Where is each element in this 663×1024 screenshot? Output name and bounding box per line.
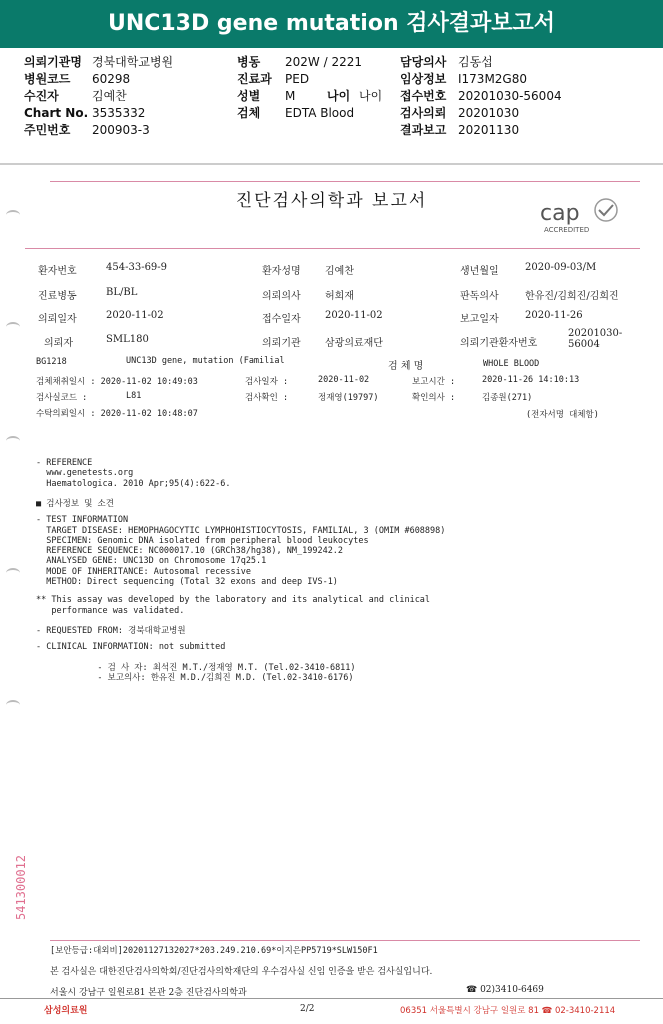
birth-date: 2020-09-03/M bbox=[525, 262, 597, 273]
header-value: EDTA Blood bbox=[285, 106, 355, 120]
label-patient-name: 환자성명 bbox=[262, 266, 301, 277]
report-title-bar: UNC13D gene mutation 검사결과보고서 bbox=[0, 0, 663, 48]
body-line: TARGET DISEASE: HEMOPHAGOCYTIC LYMPHOHISTIOCYTOSIS, FAMILIAL, 3 (OMIM #608898) bbox=[36, 525, 446, 536]
header-value: M bbox=[285, 89, 296, 103]
label-birth: 생년월일 bbox=[460, 266, 499, 277]
body-line: - 검 사 자: 최석진 M.T./정재영 M.T. (Tel.02-3410-6811) bbox=[36, 662, 356, 673]
header-mid bbox=[237, 54, 382, 122]
label-report-time: 보고시간 : bbox=[412, 377, 456, 387]
body-line: ■ 검사정보 및 소견 bbox=[36, 498, 114, 509]
cap-accredited: ACCREDITED bbox=[544, 226, 590, 234]
header-key: 나이 bbox=[327, 89, 351, 103]
doctor: 허희재 bbox=[325, 291, 354, 302]
label-receipt-date: 접수일자 bbox=[262, 314, 301, 325]
cap-logo bbox=[538, 196, 624, 236]
header-value: 나이 bbox=[359, 89, 383, 103]
label-report-date: 보고일자 bbox=[460, 314, 499, 325]
header-key: 병원코드 bbox=[24, 72, 71, 86]
header-key: 접수번호 bbox=[400, 89, 447, 103]
header-value: 김동섭 bbox=[458, 55, 493, 69]
body-line: METHOD: Direct sequencing (Total 32 exons and deep IVS-1) bbox=[36, 577, 338, 587]
body-line: - REQUESTED FROM: 경북대학교병원 bbox=[36, 625, 186, 636]
header-value: 20201130 bbox=[458, 123, 520, 137]
header-value: I173M2G80 bbox=[458, 72, 527, 86]
label-inst-patient-no: 의뢰기관환자번호 bbox=[460, 338, 538, 349]
specimen: WHOLE BLOOD bbox=[483, 359, 540, 369]
header-value: 3535332 bbox=[92, 106, 146, 120]
punch-hole bbox=[6, 322, 20, 332]
report-heading: 진단검사의학과 보고서 bbox=[235, 191, 428, 211]
cert-notice: 본 검사실은 대한진단검사의학회/진단검사의학재단의 우수검사실 신임 인증을 받은 검사실입니다. bbox=[50, 967, 433, 977]
header-value: 60298 bbox=[92, 72, 131, 86]
label-confirm-doctor: 확인의사 : bbox=[412, 393, 456, 403]
body-line: - CLINICAL INFORMATION: not submitted bbox=[36, 642, 226, 653]
collect-time: 검체채취일시 : 2020-11-02 10:49:03 bbox=[36, 377, 198, 387]
header-value: 200903-3 bbox=[92, 123, 150, 137]
body-line: - 보고의사: 한유진 M.D./김희진 M.D. (Tel.02-3410-6176) bbox=[36, 672, 354, 683]
requester: SML180 bbox=[106, 334, 149, 345]
test-name: UNC13D gene, mutation (Familial bbox=[126, 356, 285, 366]
hospital-address: 06351 서울특별시 강남구 일원로 81 ☎ 02-3410-2114 bbox=[400, 1006, 616, 1016]
header-value: 경북대학교병원 bbox=[92, 55, 174, 69]
request-date: 2020-11-02 bbox=[106, 310, 164, 321]
header-value: 20201030 bbox=[458, 106, 520, 120]
body-line: REFERENCE SEQUENCE: NC000017.10 (GRCh38/hg38), NM_199242.2 bbox=[36, 546, 344, 557]
label-request-date: 의뢰일자 bbox=[38, 314, 77, 325]
header-key: Chart No. bbox=[24, 106, 89, 120]
header-left bbox=[24, 54, 173, 139]
punch-hole bbox=[6, 700, 20, 710]
confirm-doctor: 김종원(271) bbox=[482, 393, 533, 403]
label-lab-code: 검사실코드 : bbox=[36, 393, 88, 403]
header-key: 진료과 bbox=[237, 72, 272, 86]
body-line: Haematologica. 2010 Apr;95(4):622-6. bbox=[36, 478, 231, 489]
lab-code: L81 bbox=[126, 391, 142, 401]
header-key: 검사의뢰 bbox=[400, 106, 447, 120]
security-line: [보안등급:대외비]20201127132027*203.249.210.69*이지은PP5719*SLW150F1 bbox=[50, 946, 378, 956]
side-serial: 541300012 bbox=[14, 854, 28, 920]
header-value: PED bbox=[285, 72, 310, 86]
report-time: 2020-11-26 14:10:13 bbox=[482, 375, 580, 385]
ward: BL/BL bbox=[106, 287, 138, 298]
body-line: performance was validated. bbox=[36, 605, 185, 616]
header-key: 수진자 bbox=[24, 89, 59, 103]
reader: 한유진/김희진/김희진 bbox=[525, 291, 619, 302]
report-date: 2020-11-26 bbox=[525, 310, 583, 321]
patient-name: 김예찬 bbox=[325, 266, 354, 277]
label-confirm: 검사확인 : bbox=[245, 393, 289, 403]
pink-rule bbox=[50, 940, 640, 941]
institution: 삼광의료재단 bbox=[325, 338, 383, 349]
label-doctor: 의뢰의사 bbox=[262, 291, 301, 302]
punch-hole bbox=[6, 210, 20, 220]
footer-rule bbox=[0, 998, 663, 999]
header-right bbox=[400, 54, 562, 139]
brand-name: 삼성의료원 bbox=[44, 1006, 88, 1016]
header-key: 성별 bbox=[237, 89, 261, 103]
test-date: 2020-11-02 bbox=[318, 375, 370, 385]
header-value: 20201030-56004 bbox=[458, 89, 562, 103]
body-line: MODE OF INHERITANCE: Autosomal recessive bbox=[36, 566, 251, 577]
consign-time: 수탁의뢰일시 : 2020-11-02 10:48:07 bbox=[36, 409, 198, 419]
inst-patient-no: 20201030- 56004 bbox=[568, 328, 623, 350]
confirmer: 정재영(19797) bbox=[318, 393, 379, 403]
cap-logo-text: cap bbox=[540, 201, 580, 226]
header-value: 202W / 2221 bbox=[285, 55, 362, 69]
label-reader: 판독의사 bbox=[460, 291, 499, 302]
header-value: 김예찬 bbox=[92, 89, 127, 103]
body-line: ** This assay was developed by the laboratory and its analytical and clinical bbox=[36, 595, 431, 606]
specimen-label: 검 체 명 bbox=[388, 361, 424, 372]
header-key: 의뢰기관명 bbox=[24, 55, 82, 69]
punch-hole bbox=[6, 568, 20, 578]
pink-rule bbox=[50, 181, 640, 182]
header-key: 병동 bbox=[237, 55, 261, 69]
punch-hole bbox=[6, 436, 20, 446]
label-requester: 의뢰자 bbox=[44, 338, 73, 349]
label-institution: 의뢰기관 bbox=[262, 338, 301, 349]
header-key: 주민번호 bbox=[24, 123, 71, 137]
body-line: SPECIMEN: Genomic DNA isolated from peripheral blood leukocytes bbox=[36, 535, 369, 546]
pink-rule bbox=[25, 248, 640, 249]
patient-no: 454-33-69-9 bbox=[106, 262, 168, 273]
header-key: 임상정보 bbox=[400, 72, 447, 86]
body-line: - TEST INFORMATION bbox=[36, 515, 129, 526]
label-ward: 진료병동 bbox=[38, 291, 77, 302]
header-key: 결과보고 bbox=[400, 123, 447, 137]
header-key: 담당의사 bbox=[400, 55, 447, 69]
esign-note: (전자서명 대체함) bbox=[526, 410, 599, 420]
receipt-date: 2020-11-02 bbox=[325, 310, 383, 321]
page-number: 2/2 bbox=[300, 1004, 315, 1014]
header-divider bbox=[0, 163, 663, 165]
header-key: 검체 bbox=[237, 106, 261, 120]
label-patient-no: 환자번호 bbox=[38, 266, 77, 277]
body-line: ANALYSED GENE: UNC13D on Chromosome 17q25.1 bbox=[36, 556, 267, 567]
body-line: www.genetests.org bbox=[36, 468, 134, 479]
lab-address: 서울시 강남구 일원로81 본관 2층 진단검사의학과 bbox=[50, 988, 247, 998]
lab-tel: ☎ 02)3410-6469 bbox=[466, 985, 544, 995]
body-line: - REFERENCE bbox=[36, 458, 93, 468]
test-code: BG1218 bbox=[36, 357, 67, 367]
label-test-date: 검사일자 : bbox=[245, 377, 289, 387]
